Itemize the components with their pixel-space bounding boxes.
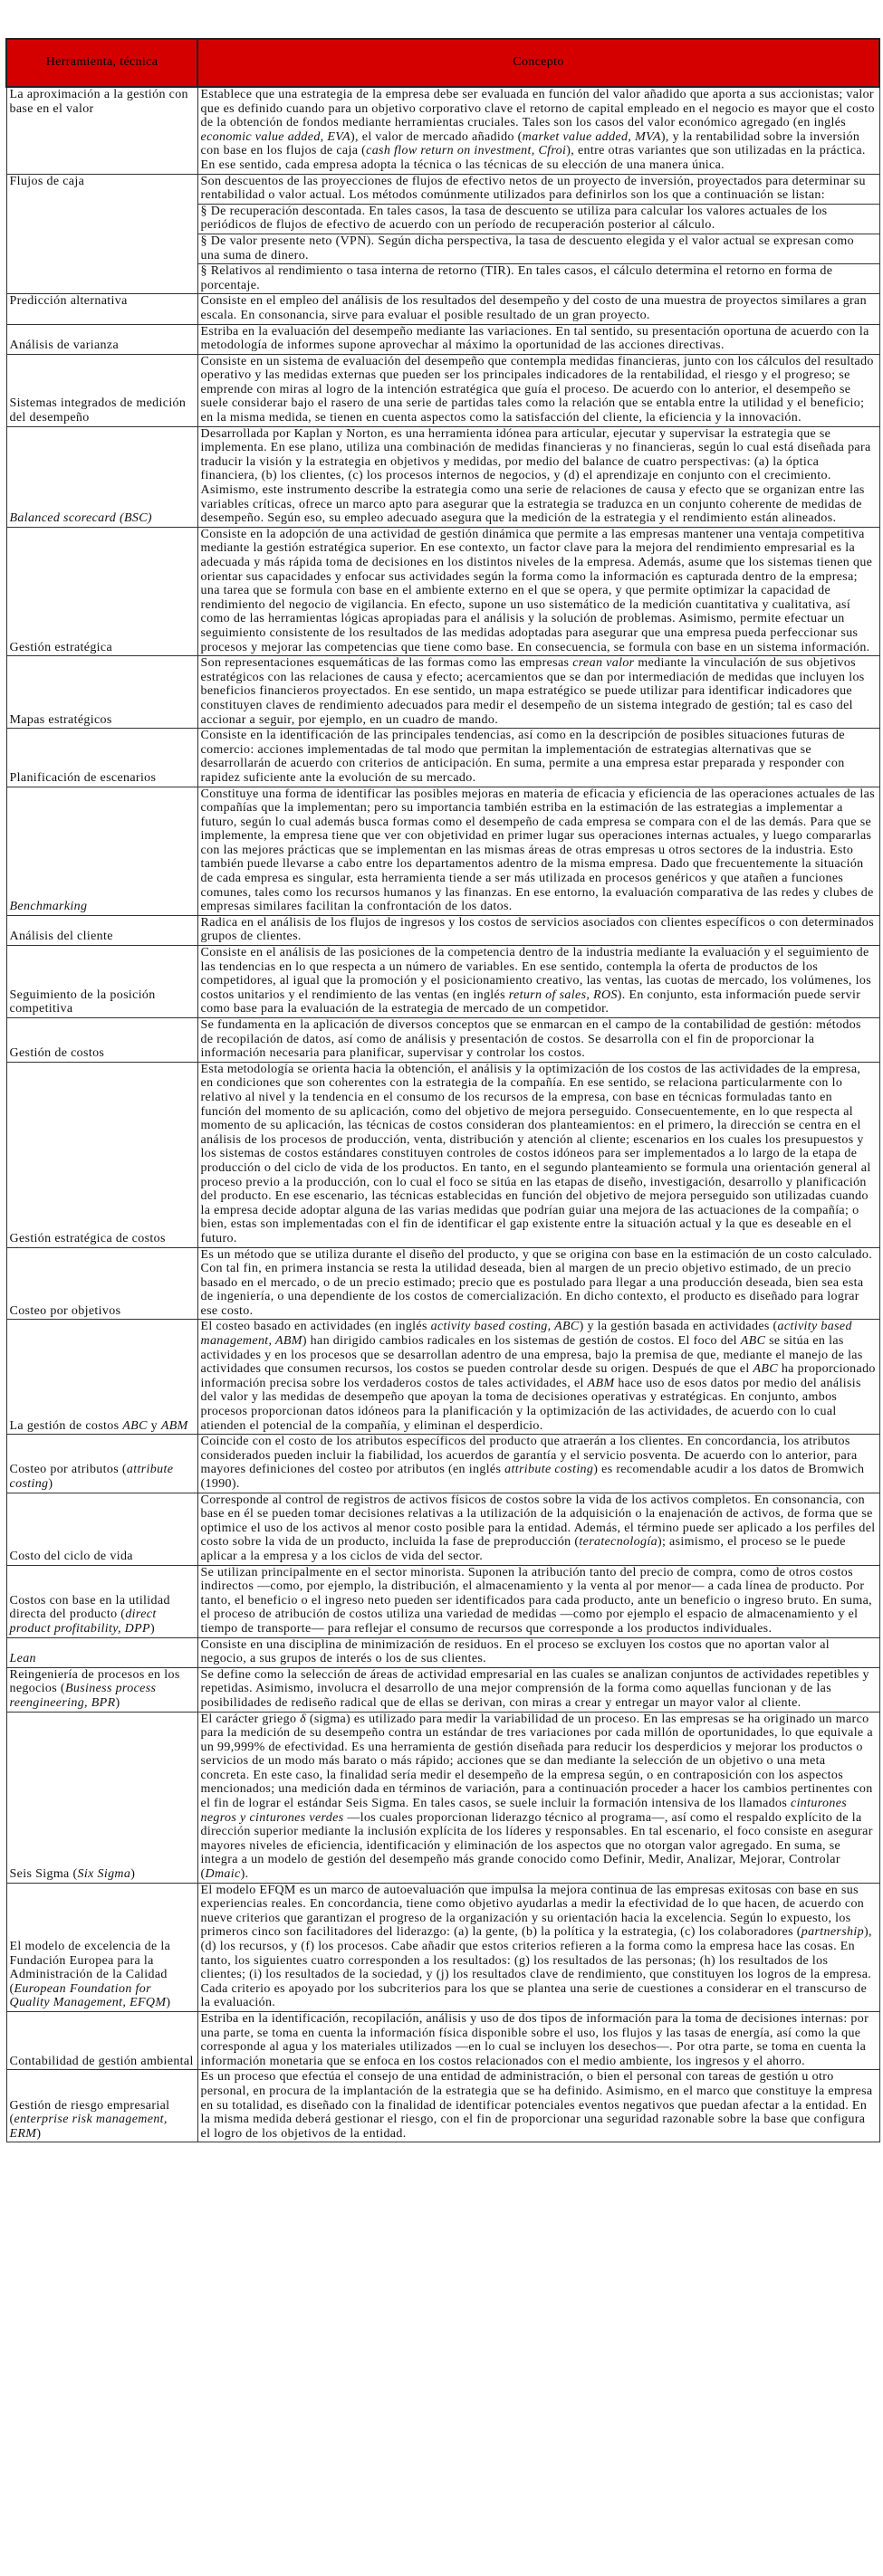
text-segment: Costo del ciclo de vida xyxy=(9,1549,133,1563)
tool-cell xyxy=(6,1712,197,1883)
tool-cell xyxy=(6,1637,197,1667)
concept-cell xyxy=(197,729,879,787)
table-body xyxy=(6,87,879,2142)
tool-cell xyxy=(6,174,197,294)
concept-cell xyxy=(197,1435,879,1493)
tool-cell xyxy=(6,1247,197,1320)
concept-cell xyxy=(197,324,879,354)
concept-cell xyxy=(197,787,879,915)
text-segment: ) es recomendable acudir a los datos de Bromwich (1990). xyxy=(200,1463,865,1491)
text-segment: Costeo por objetivos xyxy=(9,1303,121,1318)
text-segment: Estriba en la evaluación del desempeño mediante las variaciones. En tal sentido, su presentación oportuna de acuerdo con la metodología de informes supone aprovechar al máximo la oportunidad de las acciones directivas. xyxy=(200,324,869,353)
table-row xyxy=(6,1883,879,2011)
text-segment: Constituye una forma de identificar las posibles mejoras en materia de eficacia y eficiencia de las operaciones actuales de las compañías que la implementan; pero su importancia también estriba en la estimación de las estrategias a implementar a futuro, según lo cual además busca formas como el desempeño de cada empresa se compara con el de las demás. Para que se implemente, la empresa tiene que ver con objetividad en primer lugar sus operaciones internas actuales, y luego compararlas con las mejores prácticas que se implementan en las mismas áreas de otras empresas u otros sectores de la industria. Esto también puede llevarse a cabo entre los departamentos adentro de la misma empresa. Dado que frecuentemente la situación de cada empresa es singular, esta herramienta tiende a ser más utilizada en procesos genéricos y que atañen a funciones comunes, tales como los recursos humanos y las finanzas. En ese entorno, la evaluación comparativa de las redes y clubes de empresas similares facilitan la confrontación de los datos. xyxy=(200,787,876,914)
text-segment: Costos con base en la utilidad directa del producto ( xyxy=(9,1593,170,1622)
tool-cell xyxy=(6,1320,197,1435)
tool-cell xyxy=(6,1883,197,2011)
text-segment: Es un método que se utiliza durante el diseño del producto, y que se origina con base en la estimación de un costo calculado. Con tal fin, en primera instancia se resta la utilidad deseada, bien al margen de un precio objetivo estimado, de un precio basado en el mercado, o de un precio estimado; precio que es postulado para llegar a una producción deseada, bien sea esta de ingeniería, o una dependiente de los costos de comercialización. En dicho contexto, el producto es diseñado para lograr ese costo. xyxy=(200,1247,873,1318)
concept-cell xyxy=(197,234,879,263)
tool-cell xyxy=(6,527,197,655)
table-row xyxy=(6,1062,879,1247)
text-segment: Se define como la selección de áreas de actividad empresarial en las cuales se analizan conjuntos de actividades repetibles y repetidas. Asimismo, involucra el desarrollo de una mejor comprensión de la forma como aquellas funcionan y de las posibilidades de rediseño radical que de ellas se derivan, con miras a crear y entregar un mayor valor al cliente. xyxy=(200,1667,869,1710)
text-segment: § De valor presente neto (VPN). Según dicha perspectiva, la tasa de descuento elegida y el valor actual se expresan como una suma de dinero. xyxy=(200,234,855,262)
italic-term: enterprise risk management, ERM xyxy=(9,2113,168,2141)
text-segment: Consiste en un sistema de evaluación del desempeño que contempla medidas financieras, junto con los cálculos del resultado operativo y las medidas externas que pueden ser los principales indicadores de la rentabilidad, el riesgo y el progreso; se emprende con miras al logro de la intención estratégica que guía el proceso. De acuerdo con lo anterior, el desempeño se suele considerar bajo el rasero de una serie de partidas tales como la relación que se entabla entre la utilidad y el beneficio; en la misma medida, se tienen en cuenta aspectos como la satisfacción del cliente, la eficiencia y la innovación. xyxy=(200,354,874,425)
table-row xyxy=(6,2011,879,2069)
text-segment: mediante la vinculación de sus objetivos estratégicos con las relaciones de causa y efecto; acercamientos que se dan por intermediación de medidas que incluyen los beneficios financieros proyectados. En ese sentido, un mapa estratégico se puede utilizar para identificar indicadores que constituyen claves de rendimiento adecuados para medir el desempeño de un sistema integrado de gestión; tal es caso del accionar a seguir, por ejemplo, en un cuadro de mando. xyxy=(200,656,865,727)
text-segment: Consiste en la adopción de una actividad de gestión dinámica que permite a las empresas mantener una ventaja competitiva mediante la gestión estratégica superior. En ese contexto, un factor clave para la mejora del rendimiento empresarial es la adecuada y más rápida toma de decisiones en los distintos niveles de la empresa. Además, asume que los sistemas tienen que orientar sus capacidades y enfocar sus actividades según la forma como la información es capturada dentro de la empresa; una tarea que se formula con base en el ambiente externo en el que se opera, y que permite optimizar la capacidad de rendimiento del negocio de vigilancia. En efecto, supone un uso sistemático de la medición cuantitativa y cualitativa, así como de las herramientas lógicas apropiadas para el análisis y la solución de problemas. Asimismo, permite efectuar un seguimiento consistente de los resultados de las medidas adoptadas para asegurar que una empresa pueda perfeccionar sus procesos y mejorar las competencias que tiene como base. En consecuencia, se formula con base en un sistema información. xyxy=(200,527,873,654)
concept-cell xyxy=(197,294,879,324)
italic-term: activity based costing, ABC xyxy=(430,1320,580,1334)
text-segment: ), el valor de mercado añadido ( xyxy=(350,129,523,144)
tool-cell xyxy=(6,729,197,787)
text-segment: Costeo por atributos ( xyxy=(9,1463,127,1477)
text-segment: Es un proceso que efectúa el consejo de una entidad de administración, o bien el personal con tareas de gestión u otro personal, en procura de la implantación de la estrategia que se ha definido. Asimismo, en el marco que constituye la empresa en su totalidad, es diseñado con la finalidad de identificar potenciales eventos negativos que puedan afectar a la entidad. En la misma medida deberá gestionar el riesgo, con el fin de proporcionar una seguridad razonable sobre la base que configura el logro de los objetivos de la entidad. xyxy=(200,2070,873,2141)
text-segment: —los cuales proporcionan liderazgo técnico al programa—, así como el respaldo explícito de la dirección superior mediante la inclusión explícita de los líderes y responsables. En tal escenario, el foco consiste en asegurar mayores niveles de eficiencia, identificación y eliminación de los aspectos que no otorgan valor agregado. En suma, se integra a un modelo de gestión del desempeño más grande conocido como Definir, Medir, Analizar, Mejorar, Controlar ( xyxy=(200,1810,873,1882)
text-segment: Consiste en una disciplina de minimización de residuos. En el proceso se excluyen los costos que no aportan valor al negocio, a sus grupos de interés o los de sus clientes. xyxy=(200,1637,830,1666)
tool-cell xyxy=(6,915,197,945)
text-segment: ) han dirigido cambios radicales en los sistemas de gestión de costos. El foco del xyxy=(302,1334,741,1349)
tools-concepts-table xyxy=(5,38,880,2142)
text-segment: ) xyxy=(130,1867,136,1882)
text-segment: y xyxy=(147,1418,161,1433)
table-row xyxy=(6,426,879,527)
table-header-row xyxy=(6,39,879,87)
concept-cell xyxy=(197,2070,879,2142)
tool-cell xyxy=(6,324,197,354)
italic-term: activity based management, ABM xyxy=(200,1320,852,1349)
concept-cell xyxy=(197,354,879,426)
italic-term: Dmaic xyxy=(205,1867,241,1882)
text-segment: ), (d) los recursos, y (f) los procesos. Cabe añadir que estos criterios refieren a la forma como la empresa hace las cosas. En tanto, los siguientes cuatro corresponden a los resultados: (g) los resultados de las personas; (h) los resultados de los clientes; (i) los resultados de la sociedad, y (j) los resultados clave de rendimiento, que constituyen los logros de la empresa. Cada criterio es apoyado por los subcriterios para los que se plantea una serie de cuestiones a considerar en el transcurso de la evaluación. xyxy=(200,1925,872,2010)
italic-term: ABC xyxy=(740,1334,766,1349)
text-segment: Contabilidad de gestión ambiental xyxy=(9,2054,194,2068)
concept-cell xyxy=(197,1667,879,1712)
text-segment: Son representaciones esquemáticas de las formas como las empresas xyxy=(200,656,573,671)
text-segment: ). xyxy=(240,1867,249,1882)
text-segment: Coincide con el costo de los atributos específicos del producto que atraerán a los clientes. En concordancia, los atributos considerados pueden incluir la fiabilidad, los acuerdos de garantía y el servicio posventa. De acuerdo con lo anterior, para mayores definiciones del costeo por atributos (en inglés xyxy=(200,1435,858,1477)
text-segment: ); asimismo, el proceso se le puede aplicar a la empresa y a los ciclos de vida del sector. xyxy=(200,1535,846,1563)
text-segment: ), entre otras variantes que son utilizadas en la práctica. En ese sentido, cada empresa adopta la técnica o las técnicas de su elección de una manera única. xyxy=(200,144,866,172)
text-segment: Gestión estratégica xyxy=(9,640,113,654)
tool-cell xyxy=(6,354,197,426)
italic-term: Balanced scorecard (BSC) xyxy=(9,511,152,526)
table-row xyxy=(6,946,879,1018)
concept-cell xyxy=(197,87,879,174)
italic-term: return of sales, ROS xyxy=(508,987,618,1002)
italic-term: direct product profitability, DPP xyxy=(9,1608,157,1636)
table-row xyxy=(6,1667,879,1712)
text-segment: ), y la rentabilidad sobre la inversión con base en los flujos de caja ( xyxy=(200,129,860,158)
text-segment: ) xyxy=(36,2126,42,2141)
concept-cell xyxy=(197,1493,879,1565)
italic-term: ABM xyxy=(587,1376,615,1390)
text-segment: Se fundamenta en la aplicación de diversos conceptos que se enmarcan en el campo de la contabilidad de gestión: métodos de recopilación de datos, así como de análisis y presentación de costos. Se desarrolla con el fin de proporcionar la información necesaria para planificar, supervisar y controlar los costos. xyxy=(200,1018,861,1061)
text-segment: La aproximación a la gestión con base en el valor xyxy=(9,88,188,116)
text-segment: Flujos de caja xyxy=(9,174,85,188)
concept-cell xyxy=(197,204,879,234)
text-segment: Desarrollada por Kaplan y Norton, es una herramienta idónea para articular, ejecutar y supervisar la estrategia que se implementa. En ese plano, utiliza una combinación de medidas financieras y no financieras, según lo cual está diseñada para traducir la visión y la estrategia en objetivos y medidas, por medio del balance de cuatro perspectivas: (a) la óptica financiera, (b) los clientes, (c) los procesos internos de negocios, y (d) el aprendizaje en conjunto con el crecimiento. Asimismo, este instrumento describe la estrategia como una serie de relaciones de causa y efecto que se organizan entre las variables críticas, ofrece un marco apto para asegurar que la estrategia se traduzca en un conjunto coherente de medidas de desempeño. Según eso, su empleo adecuado asegura que la medición de la estrategia y el rendimiento están alineados. xyxy=(200,426,871,526)
text-segment: Gestión de costos xyxy=(9,1046,105,1061)
table-row xyxy=(6,1637,879,1667)
table-row xyxy=(6,915,879,945)
concept-cell xyxy=(197,1637,879,1667)
text-segment: Planificación de escenarios xyxy=(9,770,157,785)
italic-term: partnership xyxy=(801,1925,864,1940)
table-row xyxy=(6,527,879,655)
table-row xyxy=(6,174,879,204)
italic-term: market value added, MVA xyxy=(522,129,661,144)
text-segment: Radica en el análisis de los flujos de ingresos y los costos de servicios asociados con clientes específicos o con determinados grupos de clientes. xyxy=(200,915,874,944)
text-segment: ). En conjunto, esta información puede servir como base para la evaluación de la estrategia de mercado de un competidor. xyxy=(200,987,861,1016)
table-row xyxy=(6,1435,879,1493)
table-row xyxy=(6,1018,879,1063)
text-segment: El carácter griego xyxy=(200,1712,301,1726)
text-segment: ) xyxy=(48,1477,53,1491)
concept-cell xyxy=(197,1062,879,1247)
table-row xyxy=(6,1247,879,1320)
italic-term: ABC xyxy=(122,1418,148,1433)
italic-term: ABM xyxy=(160,1418,188,1433)
text-segment: Corresponde al control de registros de activos físicos de costos sobre la vida de los activos completos. En consonancia, con base en él se pueden tomar decisiones relativas a la utilización de la adquisición o la enajenación de activos, de forma que se optimice el uso de los activos al menor costo posible para la entidad. Además, el término puede ser aplicado a los perfiles del costo sobre la vida de un producto, incluida la fase de preproducción ( xyxy=(200,1493,876,1550)
text-segment: ha proporcionado información precisa sobre los verdaderos costos de tales actividades, el xyxy=(200,1362,876,1390)
concept-cell xyxy=(197,1712,879,1883)
text-segment: Reingeniería de procesos en los negocios ( xyxy=(9,1667,180,1696)
table-row xyxy=(6,656,879,729)
text-segment: (sigma) es utilizado para medir la variabilidad de un proceso. En las empresas se ha originado un marco para la medición de su desempeño contra un estándar de tres variaciones por cada millón de oportunidades, lo que equivale a un 99,999% de efectividad. Es una herramienta de gestión diseñada para reducir los desperdicios y mejorar los productos o servicios de un modo más barato o más rápido; acciones que se dan mediante la selección de un objetivo o una meta concreta. En este caso, la finalidad sería medir el desempeño de la empresa según, o en contraposición con los aspectos mencionados; una medición dada en términos de variación, para a continuación proceder a hacer los cambios pertinentes con el fin de lograr el estándar Seis Sigma. En tales casos, se suele incluir la formación intensiva de los llamados xyxy=(200,1712,873,1811)
table-row xyxy=(6,354,879,426)
text-segment: se sitúa en las actividades y en los procesos que se desarrollan adentro de una empresa, bajo la premisa de que, mediante el manejo de las actividades que consumen recursos, los costos se pueden controlar desde su origen. Después de que el xyxy=(200,1334,863,1377)
text-segment: El costeo basado en actividades (en inglés xyxy=(200,1320,431,1334)
text-segment: Mapas estratégicos xyxy=(9,712,112,727)
text-segment: El modelo de excelencia de la Fundación Europea para la Administración de la Calidad ( xyxy=(9,1940,171,1996)
table-row xyxy=(6,787,879,915)
text-segment: Consiste en la identificación de las principales tendencias, así como en la descripción de posibles situaciones futuras de comercio: acciones implementadas de tal modo que permitan la implementación de estrategias alternativas que se desarrollarán de acuerdo con criterios de anticipación. En suma, permite a una empresa estar preparada y responder con rapidez suficiente ante la evolución de su mercado. xyxy=(200,729,845,785)
concept-cell xyxy=(197,1883,879,2011)
concept-cell xyxy=(197,174,879,204)
italic-term: ABC xyxy=(753,1362,778,1377)
text-segment: Análisis de varianza xyxy=(9,339,120,353)
text-segment: Seis Sigma ( xyxy=(9,1867,78,1882)
concept-cell xyxy=(197,946,879,1018)
tool-cell xyxy=(6,1565,197,1637)
text-segment: Se utilizan principalmente en el sector minorista. Suponen la atribución tanto del precio de compra, como de otros costos indirectos —como, por ejemplo, la distribución, el almacenamiento y la venta al por menor— a cada línea de producto. Por tanto, el beneficio o el ingreso neto pueden ser identificados para cada producto, ante un beneficio o ingreso bruto. En suma, el proceso de atribución de costos utiliza una variedad de medidas —como por ejemplo el espacio de almacenamiento y el tiempo de transporte— para reflejar el consumo de recursos que corresponde a los productos individuales. xyxy=(200,1565,873,1636)
text-segment: ) y la gestión basada en actividades ( xyxy=(579,1320,778,1334)
italic-term: Six Sigma xyxy=(77,1867,131,1882)
text-segment: Consiste en el análisis de las posiciones de la competencia dentro de la industria mediante la evaluación y el seguimiento de las tendencias en lo que respecta a un número de variables. En ese sentido, contempla la oferta de productos de los competidores, al igual que la promoción y el posicionamiento creativo, las ventas, las cuotas de mercado, los volúmenes, los costos unitarios y el rendimiento de las ventas (en inglés xyxy=(200,946,871,1002)
italic-term: crean valor xyxy=(572,656,635,671)
text-segment: Esta metodología se orienta hacia la obtención, el análisis y la optimización de los costos de las actividades de la empresa, en condiciones que son coherentes con la estrategia de la compañía. En ese sentido, se relaciona particularmente con lo relativo al nivel y la tendencia en el consumo de los recursos de la empresa, con base en técnicas formuladas tanto en función del momento de su aplicación, como del objetivo de mejora perseguido. Consecuentemente, en lo que respecta al momento de su aplicación, las técnicas de costos consideran dos planteamientos: en el primero, la dirección se centra en el análisis de los procesos de producción, venta, distribución y atención al cliente; escenarios en los cuales los presupuestos y los sistemas de costos estándares constituyen controles de costos idóneos para ser implementados a lo largo de la etapa de producción o del ciclo de vida de los productos. En tanto, en el segundo planteamiento se formula una orientación general al proceso previo a la producción, con lo cual el foco se sitúa en las etapas de diseño, investigación, desarrollo y planificación del producto. En ese escenario, las técnicas establecidas en función del objetivo de mejora perseguido son utilizadas cuando la empresa decide adoptar alguna de las varias medidas que podrían guiar una mejora de las actuaciones de la compañía; o bien, estas son implementadas con el fin de identificar el gap existente entre la situación actual y la que es deseable en el futuro. xyxy=(200,1062,871,1245)
text-segment: ) xyxy=(115,1695,120,1710)
table-row xyxy=(6,294,879,324)
tool-cell xyxy=(6,294,197,324)
text-segment: ) xyxy=(149,1621,155,1636)
concept-cell xyxy=(197,915,879,945)
table-row xyxy=(6,1712,879,1883)
italic-term: European Foundation for Quality Management, EFQM xyxy=(9,1981,167,2010)
italic-term: Lean xyxy=(9,1652,36,1666)
italic-term: economic value added, EVA xyxy=(200,129,351,144)
text-segment: Consiste en el empleo del análisis de los resultados del desempeño y del costo de una muestra de proyectos similares a gran escala. En consonancia, sirve para evaluar el posible resultado de un gran proyecto. xyxy=(200,294,867,322)
concept-cell xyxy=(197,527,879,655)
tool-cell xyxy=(6,2070,197,2142)
concept-cell xyxy=(197,1320,879,1435)
italic-term: cinturones negros y cinturones verdes xyxy=(200,1797,848,1825)
tool-cell xyxy=(6,1493,197,1565)
text-segment: Gestión de riesgo empresarial ( xyxy=(9,2098,170,2127)
text-segment: Predicción alternativa xyxy=(9,294,128,309)
text-segment: El modelo EFQM es un marco de autoevaluación que impulsa la mejora continua de las empresas exitosas con base en sus experiencias reales. En concordancia, tiene como objetivo ayudarlas a medir la efectividad de lo que hacen, de acuerdo con nueve criterios que garantizan el progreso de la organización y su orientación hacia la excelencia. Según lo expuesto, los primeros cinco son facilitadores del liderazgo: (a) la gente, (b) la política y la estrategia, (c) los colaboradores ( xyxy=(200,1883,865,1940)
tool-cell xyxy=(6,1435,197,1493)
text-segment: Gestión estratégica de costos xyxy=(9,1231,166,1245)
tool-cell xyxy=(6,426,197,527)
italic-term: attribute costing xyxy=(504,1463,594,1477)
italic-term: attribute costing xyxy=(9,1463,174,1491)
tool-cell xyxy=(6,2011,197,2069)
text-segment: Estriba en la identificación, recopilación, análisis y uso de dos tipos de información para la toma de decisiones internas: por una parte, se toma en cuenta la información física disponible sobre el uso, los flujos y las tasas de energía, así como la que corresponde al agua y los materiales utilizados —en lo cual se incluyen los desechos—. Por otra parte, se toma en cuenta la información monetaria que se enfoca en los costos relacionados con el medio ambiente, los ingresos y el ahorro. xyxy=(200,2011,869,2068)
text-segment: Análisis del cliente xyxy=(9,930,113,944)
table-row xyxy=(6,87,879,174)
concept-cell xyxy=(197,1565,879,1637)
text-segment: Sistemas integrados de medición del desempeño xyxy=(9,396,187,425)
header-tool: Herramienta, técnica xyxy=(6,39,197,87)
table-row xyxy=(6,2070,879,2142)
tool-cell xyxy=(6,1018,197,1063)
text-segment: Son descuentos de las proyecciones de flujos de efectivo netos de un proyecto de inversión, proyectados para determinar su rentabilidad o valor actual. Los métodos comúnmente utilizados para definirlos son los que a continuación se listan: xyxy=(200,174,866,203)
concept-cell xyxy=(197,1247,879,1320)
text-segment: Establece que una estrategia de la empresa debe ser evaluada en función del valor añadido que aporta a sus accionistas; valor que es definido cuando para un objetivo corporativo clave el retorno de capital empleado en el negocio es mayor que el costo de la obtención de fondos mediante herramientas cruciales. Tales son los casos del valor económico agregado (en inglés xyxy=(200,88,875,130)
italic-term: δ xyxy=(300,1712,306,1726)
italic-term: Benchmarking xyxy=(9,900,88,914)
text-segment: Seguimiento de la posición competitiva xyxy=(9,987,156,1016)
table-row xyxy=(6,1493,879,1565)
italic-term: teratecnología xyxy=(579,1535,657,1550)
header-concept: Concepto xyxy=(197,39,879,87)
concept-cell xyxy=(197,656,879,729)
concept-cell xyxy=(197,426,879,527)
text-segment: La gestión de costos xyxy=(9,1418,123,1433)
text-segment: § Relativos al rendimiento o tasa interna de retorno (TIR). En tales casos, el cálculo determina el retorno en forma de porcentaje. xyxy=(200,264,833,292)
table-row xyxy=(6,1320,879,1435)
italic-term: cash flow return on investment, Cfroi xyxy=(366,144,567,158)
tool-cell xyxy=(6,656,197,729)
tool-cell xyxy=(6,1667,197,1712)
tool-cell xyxy=(6,946,197,1018)
text-segment: § De recuperación descontada. En tales casos, la tasa de descuento se utiliza para calcular los valores actuales de los periódicos de flujos de efectivo de acuerdo con un período de recuperación posterior al cálculo. xyxy=(200,204,828,233)
tool-cell xyxy=(6,87,197,174)
text-segment: ) xyxy=(166,1996,171,2010)
table-row xyxy=(6,1565,879,1637)
concept-cell xyxy=(197,264,879,294)
concept-cell xyxy=(197,2011,879,2069)
tool-cell xyxy=(6,1062,197,1247)
tool-cell xyxy=(6,787,197,915)
concept-cell xyxy=(197,1018,879,1063)
text-segment: hace uso de esos datos por medio del análisis del valor y las medidas de desempeño que apoyan la toma de decisiones operativas y estratégicas. En conjunto, ambos procesos proporcionan datos idóneos para la planificación y la optimización de las actividades, de acuerdo con lo cual atienden el potencial de la compañía, y eliminan el desperdicio. xyxy=(200,1376,861,1433)
table-row xyxy=(6,324,879,354)
table-row xyxy=(6,729,879,787)
italic-term: Business process reengineering, BPR xyxy=(9,1682,157,1710)
